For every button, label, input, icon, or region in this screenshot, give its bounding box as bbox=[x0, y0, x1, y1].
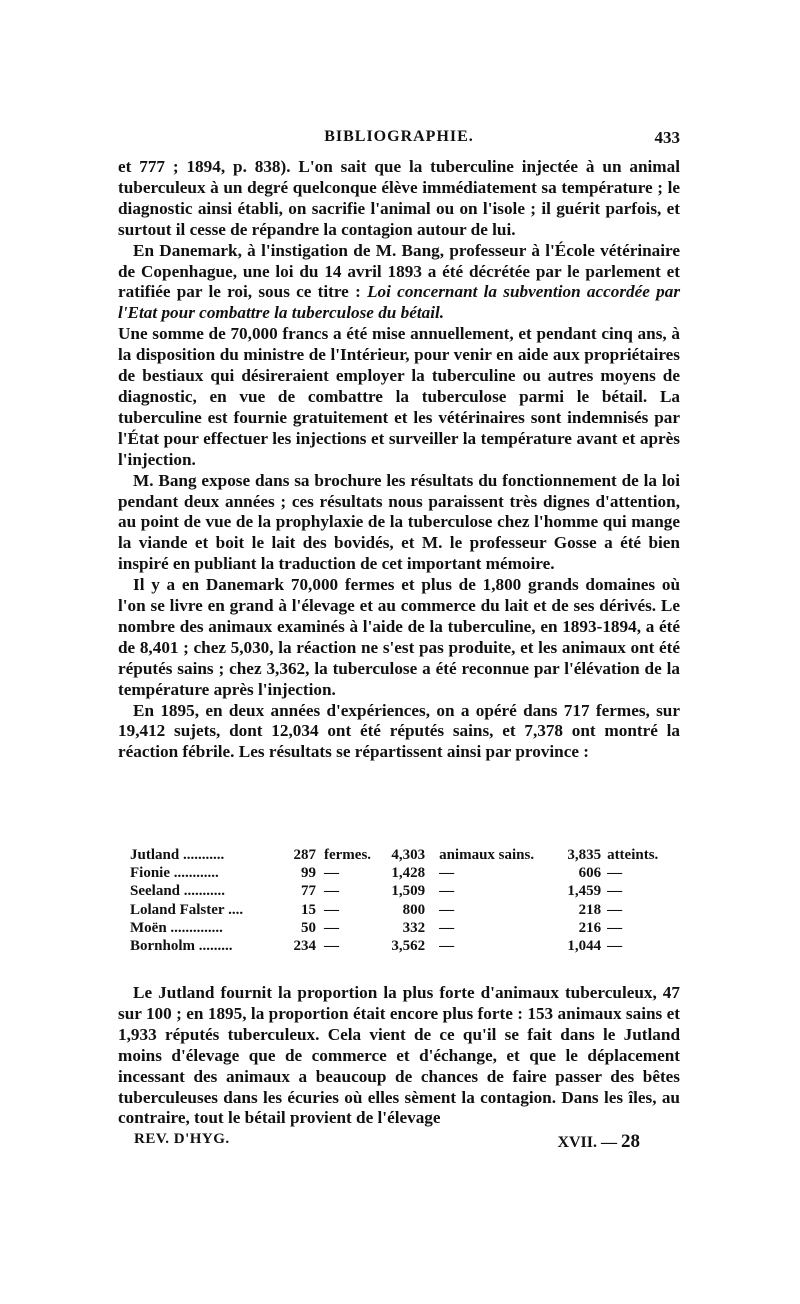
paragraph-farms: Il y a en Danemark 70,000 fermes et plus de 1,800 grands domaines où l'on se livre en grand à l'élevage et au commerce du lait et de ses dérivés. Le nombre des animaux examinés à l'aide de la tuberculine, en 1893-1894, a été de 8,401 ; chez 5,030, la réaction ne s'est pas produite, et les animaux ont été réputés sains ; chez 3,362, la tuberculose a été reconnue par l'élévation de la température après l'injection. bbox=[118, 575, 680, 699]
paragraph-jutland: Le Jutland fournit la proportion la plus forte d'animaux tuberculeux, 47 sur 100 ; en 1895, la proportion était encore plus forte : 153 animaux sains et 1,933 réputés tuberculeux. Cela vient de ce qu'il se fait dans le Jutland moins d'élevage que de commerce et d'échange, et que le déplacement incessant des animaux a beaucoup de chances de faire passer des bêtes tuberculeuses dans les écuries où elles sèment la contagion. Dans les îles, au contraire, tout le bétail provient de l'élevage bbox=[118, 983, 680, 1128]
farms-unit: — bbox=[324, 883, 339, 900]
healthy-unit: — bbox=[439, 919, 455, 936]
healthy-count: 4,303 bbox=[391, 847, 426, 863]
healthy-unit: — bbox=[439, 938, 455, 955]
table-row bbox=[130, 882, 667, 900]
table-row bbox=[130, 937, 667, 955]
province-name: Seeland ........... bbox=[130, 883, 226, 900]
paragraph-subsidy: Une somme de 70,000 francs a été mise annuellement, et pendant cinq ans, à la disposition du ministre de l'Intérieur, pour venir en aide aux propriétaires de bestiaux qui désireraient employer la tuberculine ou autres moyens de diagnostic, en vue de combattre la tuberculose parmi le bétail. La tuberculine est fournie gratuitement et les vétérinaires sont indemnisés par l'État pour effectuer les injections et surveiller la température avant et après l'injection. bbox=[118, 324, 680, 469]
paragraph-continuation: et 777 ; 1894, p. 838). L'on sait que la tuberculine injectée à un animal tuberculeux à un degré quelconque élève immédiatement sa température ; le diagnostic ainsi établi, on sacrifie l'animal ou on l'isole ; il guérit parfois, et surtout il cesse de répandre la contagion autour de lui. bbox=[118, 157, 680, 239]
table-row bbox=[130, 919, 667, 937]
infected-count: 218 bbox=[578, 901, 602, 918]
province-name: Loland Falster .... bbox=[130, 901, 244, 918]
paragraph-danemark-law bbox=[118, 241, 680, 325]
paragraph-1895: En 1895, en deux années d'expériences, on a opéré dans 717 fermes, sur 19,412 sujets, dont 12,034 ont été réputés sains, et 7,378 ont montré la réaction fébrile. Les résultats se répartissent ainsi par province : bbox=[118, 700, 680, 762]
healthy-count: 1,428 bbox=[391, 865, 426, 882]
province-name: Bornholm ......... bbox=[130, 938, 233, 955]
healthy-count: 332 bbox=[402, 919, 426, 936]
farms-count: 77 bbox=[301, 883, 316, 900]
sheet-number: 28 bbox=[621, 1131, 640, 1152]
paragraph-text: En Danemark, à l'instigation de M. Bang, professeur à l'École vétérinaire de Copenhague, une loi du 14 avril 1893 a été décrétée par le parlement et ratifiée par le roi, sous ce titre : bbox=[118, 240, 680, 302]
volume-number: XVII. — bbox=[557, 1134, 617, 1151]
table-row bbox=[130, 901, 667, 919]
infected-count: 1,459 bbox=[567, 883, 602, 900]
law-title: Loi concernant la subvention accordée par l'Etat pour combattre la tuberculose du bétail. bbox=[118, 282, 681, 323]
journal-signature: REV. D'HYG. bbox=[134, 1131, 230, 1147]
farms-count: 15 bbox=[301, 901, 316, 918]
table-row bbox=[130, 864, 667, 882]
body-text bbox=[118, 157, 680, 763]
body-text-continued bbox=[118, 983, 680, 1129]
infected-count: 606 bbox=[578, 865, 602, 882]
infected-unit: — bbox=[607, 938, 623, 955]
infected-unit: — bbox=[607, 883, 623, 900]
infected-count: 3,835 bbox=[567, 847, 602, 863]
healthy-unit: — bbox=[439, 865, 455, 882]
results-table bbox=[130, 846, 667, 955]
healthy-count: 1,509 bbox=[391, 883, 426, 900]
healthy-unit: animaux sains. bbox=[439, 847, 535, 863]
running-head bbox=[118, 128, 680, 156]
page-footer bbox=[118, 1131, 680, 1161]
farms-unit: — bbox=[324, 865, 339, 882]
healthy-unit: — bbox=[439, 901, 455, 918]
paragraph-bang-brochure: M. Bang expose dans sa brochure les résultats du fonctionnement de la loi pendant deux années ; ces résultats nous paraissent très dignes d'attention, au point de vue de la prophylaxie de la tuberculose chez l'homme qui mange la viande et boit le lait des bovidés, et M. le professeur Gosse a été bien inspiré en publiant la traduction de cet important mémoire. bbox=[118, 470, 680, 574]
infected-unit: atteints. bbox=[607, 847, 659, 863]
province-name: Moën .............. bbox=[130, 919, 223, 936]
farms-count: 50 bbox=[301, 919, 316, 936]
table-row bbox=[130, 846, 667, 864]
healthy-count: 3,562 bbox=[391, 938, 426, 955]
farms-unit: fermes. bbox=[324, 847, 372, 863]
province-name: Fionie ............ bbox=[130, 865, 219, 882]
farms-count: 99 bbox=[301, 865, 316, 882]
province-name: Jutland ........... bbox=[130, 847, 225, 863]
farms-unit: — bbox=[324, 919, 339, 936]
running-title: BIBLIOGRAPHIE. bbox=[324, 128, 474, 145]
farms-count: 287 bbox=[293, 847, 316, 863]
page-number: 433 bbox=[654, 128, 680, 147]
infected-count: 216 bbox=[578, 919, 602, 936]
infected-unit: — bbox=[607, 865, 623, 882]
sheet-signature bbox=[557, 1131, 640, 1153]
infected-count: 1,044 bbox=[567, 938, 602, 955]
healthy-count: 800 bbox=[402, 901, 426, 918]
farms-unit: — bbox=[324, 901, 339, 918]
infected-unit: — bbox=[607, 919, 623, 936]
province-table bbox=[130, 846, 680, 955]
healthy-unit: — bbox=[439, 883, 455, 900]
farms-count: 234 bbox=[293, 938, 316, 955]
farms-unit: — bbox=[324, 938, 339, 955]
infected-unit: — bbox=[607, 901, 623, 918]
